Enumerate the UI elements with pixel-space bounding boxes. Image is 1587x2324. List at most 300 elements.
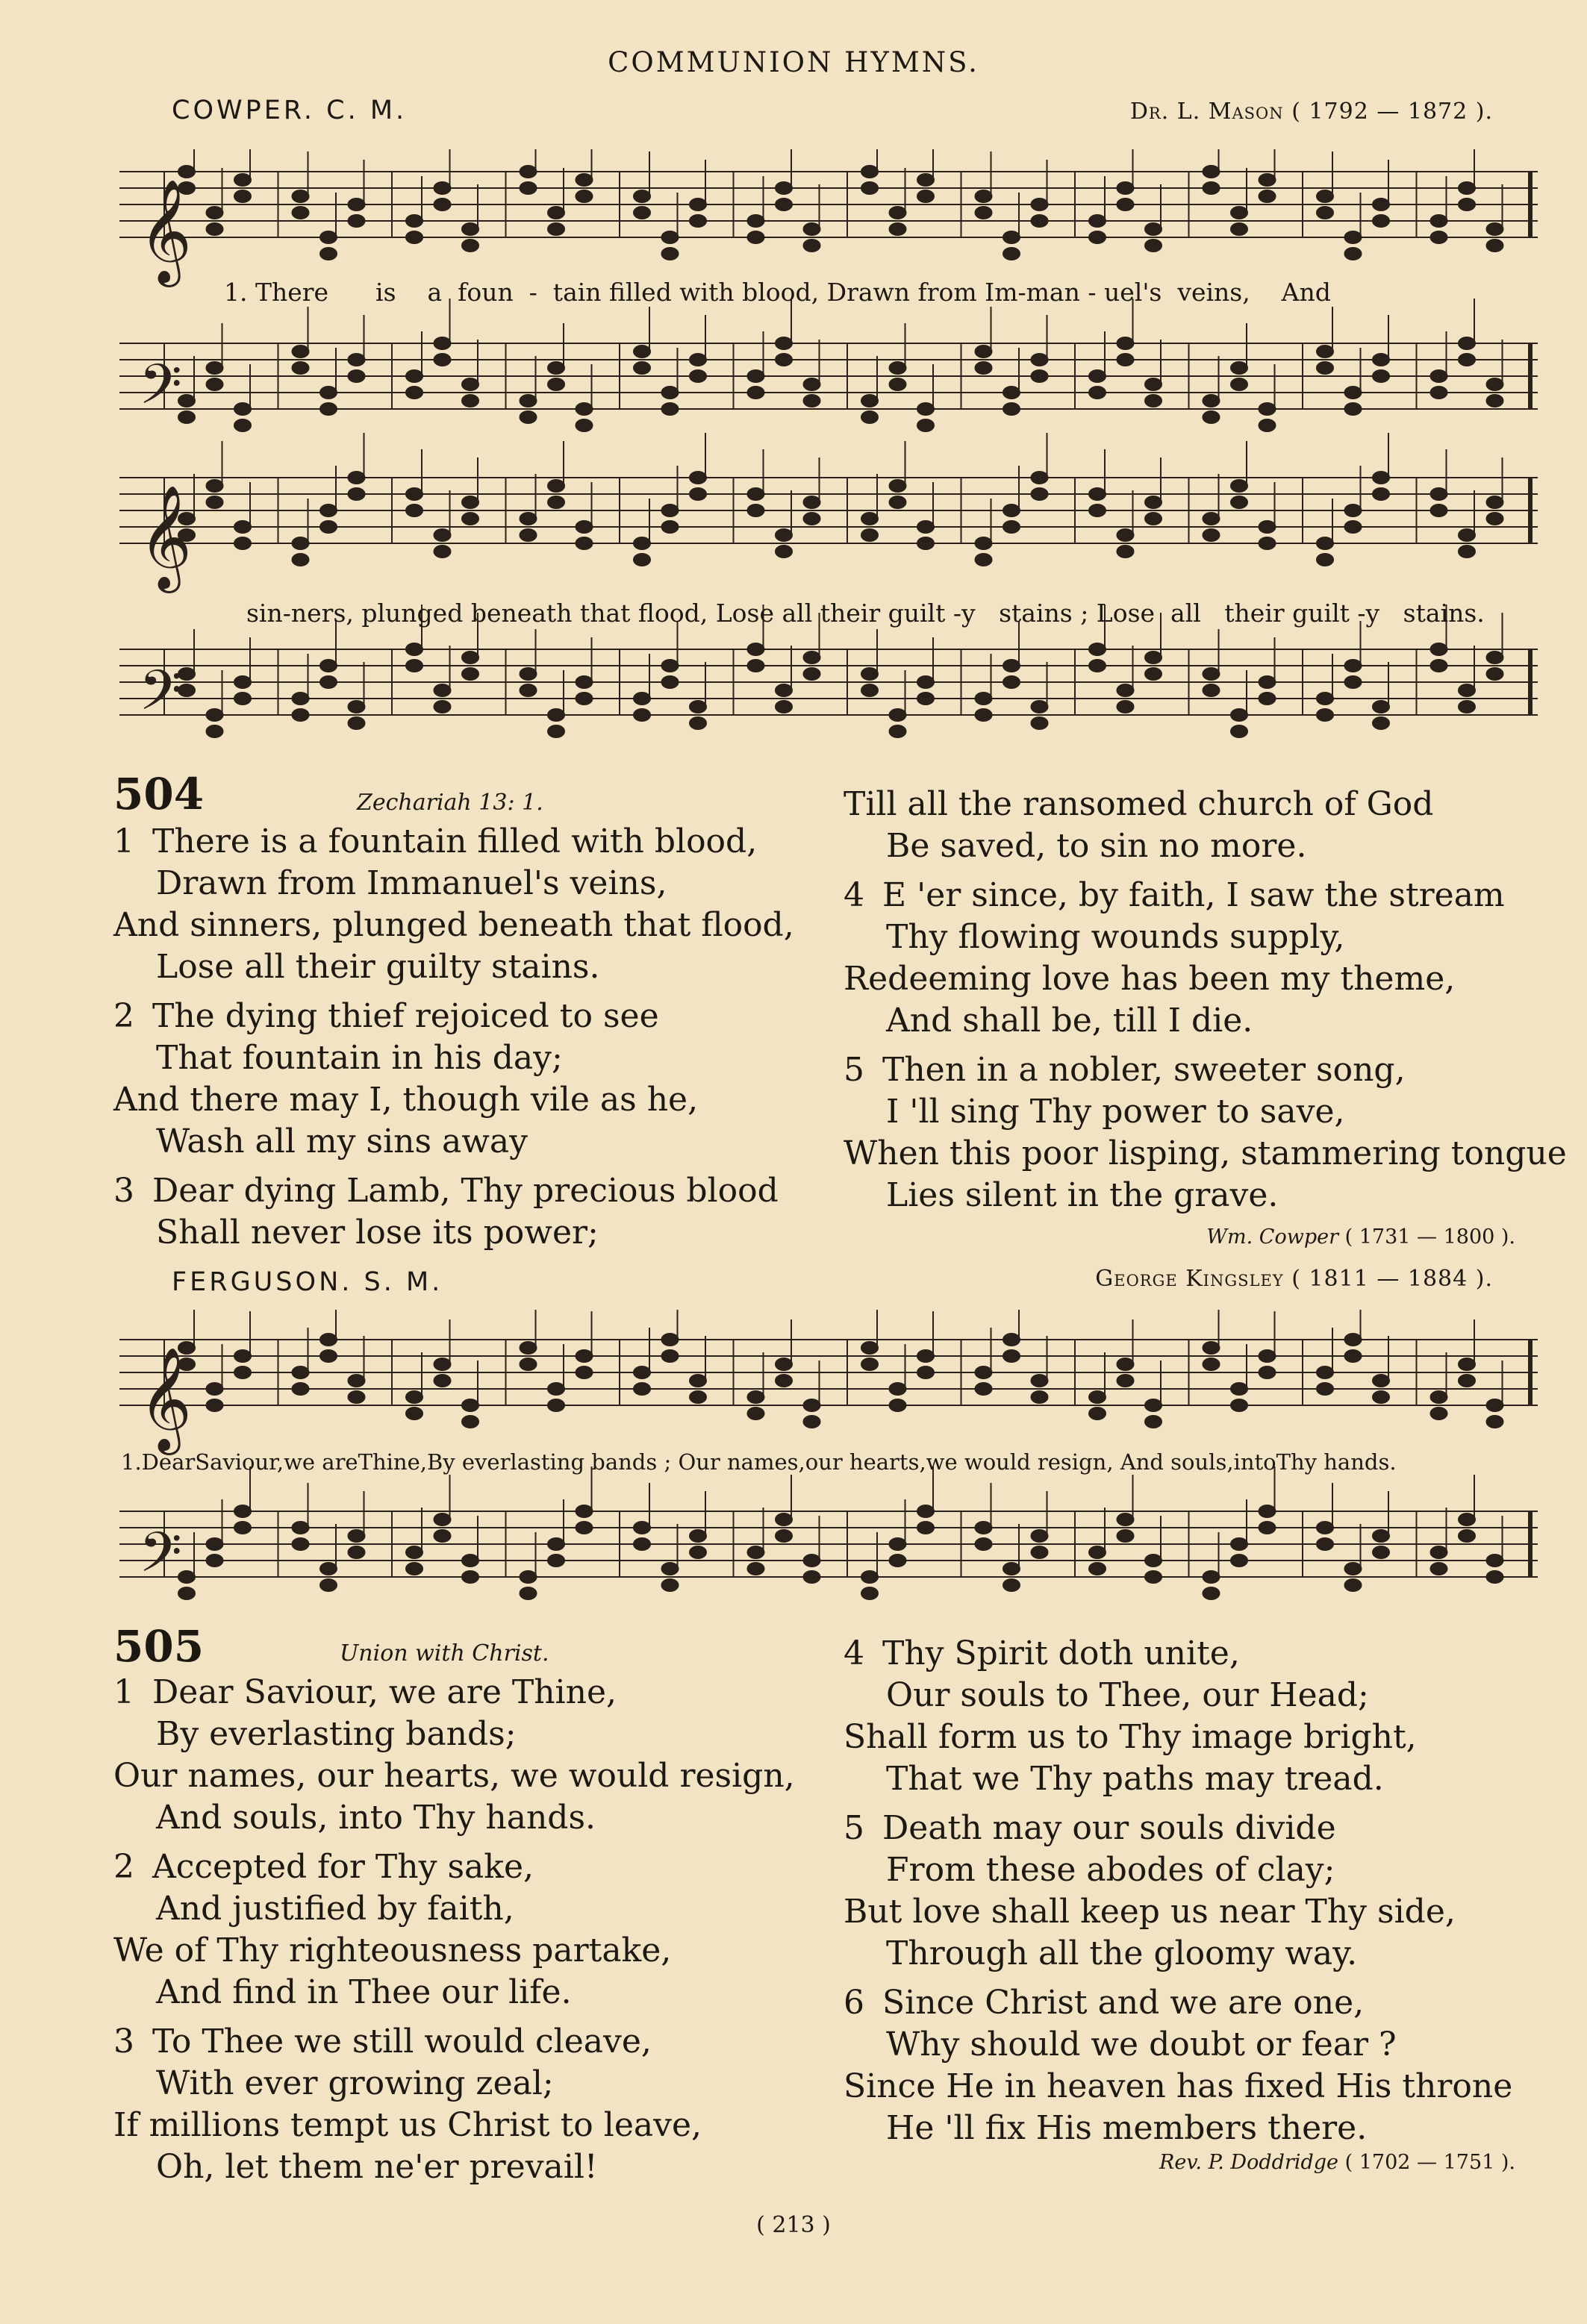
verse-line [844,1758,1512,1800]
note-head [976,709,992,721]
note-head [548,496,564,508]
note-head [1259,693,1276,705]
note-head [890,207,906,219]
note-head [861,529,878,541]
note-head [434,354,451,366]
note-head [1317,346,1333,357]
verse-line [113,1212,794,1254]
note-head [178,166,195,178]
verse-text: Drawn from Immanuel's veins, [156,864,667,902]
verse-text: Accepted for Thy sake, [152,1848,534,1886]
note-head [917,676,934,688]
note-head [1089,231,1106,243]
music-score-cowper [112,149,1553,761]
note-head [662,1563,679,1575]
note-head [1117,354,1134,366]
note-head [1487,395,1503,407]
note-head [804,652,820,663]
verse-line [113,1714,795,1755]
verse-line [844,1982,1512,2024]
verse-text: Thy Spirit doth unite, [882,1634,1240,1672]
verse-line [844,1000,1567,1042]
bass-staff-1 [119,299,1538,431]
note-head [462,395,478,407]
note-head [1203,395,1220,407]
note-head [1373,199,1389,210]
note-head [1003,505,1020,516]
note-head [1089,505,1106,516]
note-head [406,1391,423,1403]
note-head [1345,1579,1362,1591]
note-head [1345,1350,1362,1362]
note-head [1373,1546,1389,1558]
note-head [1003,403,1020,415]
note-head [1117,684,1134,696]
note-head [576,419,593,431]
note-head [520,395,537,407]
note-head [462,378,478,390]
note-head [234,693,251,705]
note-head [1145,496,1162,508]
note-head [634,1538,650,1550]
author-credit-doddridge [896,2151,1515,2174]
bass-clef-icon: 𝄢 [139,352,182,431]
verse-text: Redeeming love has been my theme, [844,960,1456,998]
note-head [1003,1579,1020,1591]
verse-text: And there may I, though vile as he, [113,1081,699,1119]
note-head [776,684,792,696]
note-head [634,1366,650,1378]
note-head [349,199,365,210]
verse-line [844,1091,1567,1133]
note-head [1459,199,1475,210]
note-head [776,529,792,541]
note-head [690,215,706,227]
verse-number: 6 [844,1984,864,2022]
note-head [1145,240,1162,252]
note-head [434,1514,451,1525]
verses-left-505 [113,1672,795,2196]
note-head [1431,643,1447,655]
note-head [1431,231,1447,243]
note-head [690,1546,706,1558]
note-head [576,693,593,705]
composer-dates: ( 1792 — 1872 ). [1291,99,1493,125]
verse-line [113,1888,795,1930]
note-head [1487,1555,1503,1566]
verse-line [844,1808,1512,1849]
note-head [1032,1375,1048,1387]
note-head [1231,480,1247,492]
note-head [349,1546,365,1558]
note-head [576,1350,593,1362]
note-head [1431,1408,1447,1419]
note-head [520,1342,537,1354]
note-head [320,1334,337,1346]
note-head [548,1399,564,1411]
verse-text: When this poor lisping, stammering tongue [844,1134,1567,1172]
note-head [976,190,992,202]
verses-right-504 [844,784,1567,1224]
note-head [207,362,223,374]
verse-line [113,863,794,905]
note-head [1459,1514,1475,1525]
note-head [293,1538,309,1550]
note-head [861,182,878,194]
note-head [207,496,223,508]
note-head [1203,411,1220,423]
note-head [1231,223,1247,235]
treble-staff-1 [119,149,1538,260]
note-head [576,521,593,533]
note-head [1117,1375,1134,1387]
note-head [976,1522,992,1534]
note-head [320,1563,337,1575]
note-head [1373,215,1389,227]
note-head [1032,717,1048,729]
verse-text: Oh, let them ne'er prevail! [156,2148,598,2186]
note-head [1032,1391,1048,1403]
note-head [320,676,337,688]
note-head [917,403,934,415]
verse-text: Lose all their guilty stains. [156,948,600,986]
bass-clef-icon: 𝄢 [139,1520,182,1599]
note-head [1459,1358,1475,1370]
note-head [776,1530,792,1542]
note-head [207,725,223,737]
note-head [662,231,679,243]
note-head [1203,1358,1220,1370]
verse-line [844,1049,1567,1091]
note-head [634,709,650,721]
note-head [1089,643,1106,655]
note-head [462,1571,478,1583]
verse-text: Dear Saviour, we are Thine, [152,1673,617,1711]
author-dates: ( 1731 — 1800 ). [1344,1225,1515,1249]
note-head [776,701,792,713]
note-head [976,1538,992,1550]
note-head [976,537,992,549]
note-head [1203,166,1220,178]
note-head [1487,496,1503,508]
note-head [349,488,365,500]
verse-line [844,916,1567,958]
note-head [1117,1514,1134,1525]
verse-line [844,825,1567,867]
note-head [1032,1530,1048,1542]
hymn-number: 505 [113,1621,205,1672]
note-head [976,1366,992,1378]
note-head [861,684,878,696]
note-head [804,513,820,525]
note-head [1487,668,1503,680]
verse-line [113,1079,794,1121]
verse-text: We of Thy righteousness partake, [113,1931,672,1970]
note-head [1373,1391,1389,1403]
note-head [520,529,537,541]
verse-text: He 'll fix His members there. [886,2109,1368,2147]
note-head [520,166,537,178]
note-head [1345,1563,1362,1575]
verse-text: And souls, into Thy hands. [156,1799,596,1837]
note-head [576,1366,593,1378]
verse-text: Till all the ransomed church of God [844,785,1434,823]
verse-number: 4 [844,1634,864,1672]
note-head [1032,215,1048,227]
verse-line [844,2108,1512,2149]
note-head [662,1334,679,1346]
note-head [1317,207,1333,219]
note-head [1259,1505,1276,1517]
verse-text: And sinners, plunged beneath that flood, [113,906,794,944]
note-head [890,1538,906,1550]
note-head [576,1505,593,1517]
composer-credit-mason [896,99,1493,125]
note-head [804,496,820,508]
hymn-number: 504 [113,769,205,819]
note-head [207,207,223,219]
note-head [1003,1334,1020,1346]
note-head [520,182,537,194]
note-head [748,1391,764,1403]
note-head [662,505,679,516]
note-head [1117,1530,1134,1542]
note-head [917,190,934,202]
note-head [690,701,706,713]
note-head [890,1555,906,1566]
note-head [776,1358,792,1370]
verse-text: I 'll sing Thy power to save, [886,1093,1345,1131]
note-head [1317,709,1333,721]
note-head [234,403,251,415]
note-head [1145,1555,1162,1566]
note-head [1259,537,1276,549]
note-head [349,1391,365,1403]
note-head [890,725,906,737]
note-head [634,190,650,202]
note-head [1345,248,1362,260]
note-head [1003,660,1020,672]
note-head [662,676,679,688]
note-head [1089,1408,1106,1419]
note-head [690,1391,706,1403]
note-head [1317,1366,1333,1378]
note-head [462,652,478,663]
note-head [1117,1358,1134,1370]
verse-line [113,1037,794,1079]
verse-text: There is a fountain filled with blood, [152,822,758,860]
note-head [1145,668,1162,680]
note-head [1259,190,1276,202]
note-head [662,248,679,260]
note-head [917,693,934,705]
note-head [861,1342,878,1354]
note-head [890,1399,906,1411]
verse-text: The dying thief rejoiced to see [152,997,659,1035]
note-head [293,346,309,357]
verse-line [844,1675,1512,1717]
note-head [861,1587,878,1599]
verse-line [113,2063,795,2105]
note-head [462,1399,478,1411]
verse-line [113,1672,795,1714]
note-head [1089,1546,1106,1558]
verse-line [113,905,794,946]
verse-text: Dear dying Lamb, Thy precious blood [152,1172,779,1210]
verse-text: Death may our souls divide [882,1809,1336,1847]
note-head [406,1563,423,1575]
note-head [1345,387,1362,399]
verse-line [113,1846,795,1888]
note-head [320,403,337,415]
note-head [890,480,906,492]
note-head [1317,537,1333,549]
note-head [520,1587,537,1599]
note-head [520,684,537,696]
note-head [349,472,365,484]
verse-line [844,1717,1512,1758]
note-head [976,554,992,566]
note-head [1345,231,1362,243]
note-head [1317,362,1333,374]
verse-text: By everlasting bands; [156,1715,517,1753]
note-head [1373,717,1389,729]
note-head [1145,1399,1162,1411]
note-head [1117,199,1134,210]
verse-number: 3 [113,1172,134,1210]
note-head [520,513,537,525]
note-head [976,207,992,219]
note-head [917,1505,934,1517]
verse-text: Lies silent in the grave. [886,1176,1279,1214]
note-head [1431,370,1447,382]
note-head [1089,1391,1106,1403]
composer-name: George Kingsley [1095,1266,1284,1292]
treble-clef-icon: 𝄞 [139,1347,192,1451]
note-head [1373,354,1389,366]
bass-staff-3 [119,1466,1538,1599]
note-head [1459,684,1475,696]
note-head [234,676,251,688]
note-head [234,1366,251,1378]
note-head [776,1375,792,1387]
author-credit-cowper [896,1225,1515,1249]
note-head [634,1383,650,1395]
note-head [1089,1563,1106,1575]
note-head [462,496,478,508]
verse-line [844,784,1567,825]
note-head [1259,1366,1276,1378]
verse-text: Through all the gloomy way. [886,1934,1358,1972]
note-head [917,419,934,431]
verse-text: And find in Thee our life. [156,1973,572,2011]
note-head [349,701,365,713]
note-head [234,521,251,533]
note-head [207,378,223,390]
note-head [1003,231,1020,243]
note-head [207,223,223,235]
note-head [1317,693,1333,705]
note-head [1317,190,1333,202]
score-lyrics-2: sin-ners, plunged beneath that flood, Lose all their guilt -y stains ; Lose all their guilt -y stains. [246,599,1485,628]
note-head [1487,378,1503,390]
note-head [1145,513,1162,525]
note-head [1203,513,1220,525]
note-head [1373,370,1389,382]
note-head [1089,387,1106,399]
note-head [690,717,706,729]
note-head [1487,1571,1503,1583]
verse-number: 2 [113,997,134,1035]
note-head [1003,521,1020,533]
note-head [1231,725,1247,737]
note-head [406,488,423,500]
note-head [320,521,337,533]
note-head [520,1571,537,1583]
note-head [1203,668,1220,680]
note-head [890,1383,906,1395]
note-head [1259,1350,1276,1362]
treble-staff-3 [119,1310,1538,1428]
note-head [1459,1530,1475,1542]
note-head [1373,488,1389,500]
verse-line [113,2146,795,2188]
note-head [1203,1587,1220,1599]
score-lyrics-3: 1.DearSaviour,we areThine,By everlasting bands ; Our names,our hearts,we would resign, And souls,intoThy hands. [121,1449,1397,1475]
note-head [748,488,764,500]
note-head [234,1505,251,1517]
verse-text: Be saved, to sin no more. [886,827,1307,865]
verse-line [113,946,794,988]
note-head [406,1408,423,1419]
note-head [1203,529,1220,541]
note-head [462,513,478,525]
note-head [890,362,906,374]
note-head [804,1555,820,1566]
note-head [662,1350,679,1362]
note-head [406,370,423,382]
verse-line [113,2021,795,2063]
verse-text: From these abodes of clay; [886,1851,1335,1889]
note-head [548,1383,564,1395]
verse-text: Wash all my sins away [156,1122,529,1161]
author-dates: ( 1702 — 1751 ). [1344,2151,1515,2174]
note-head [1032,701,1048,713]
note-head [861,1358,878,1370]
verse-line [844,1933,1512,1975]
note-head [520,1358,537,1370]
note-head [748,231,764,243]
note-head [434,701,451,713]
note-head [804,223,820,235]
note-head [1317,554,1333,566]
note-head [804,668,820,680]
note-head [634,362,650,374]
tune-name-ferguson: FERGUSON. S. M. [172,1267,443,1297]
verse-text: To Thee we still would cleave, [152,2022,652,2061]
verse-line [113,1930,795,1972]
note-head [1373,472,1389,484]
verse-line [844,2066,1512,2108]
note-head [548,725,564,737]
note-head [349,354,365,366]
note-head [434,199,451,210]
note-head [1487,1416,1503,1428]
note-head [1259,1522,1276,1534]
note-head [690,370,706,382]
verse-line [844,1133,1567,1175]
note-head [917,1350,934,1362]
